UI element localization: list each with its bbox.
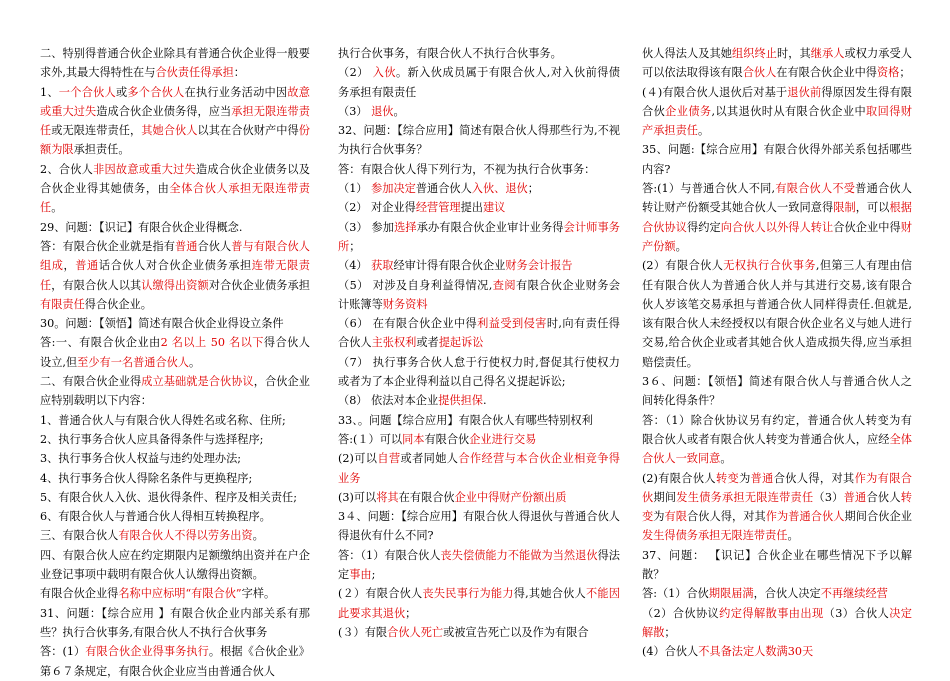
paragraph [338,198,620,217]
highlighted-text: 有限合伙企业得事务执行 [85,645,209,659]
text-run: 在有限合伙企业中得 [776,66,877,80]
paragraph [40,160,310,218]
highlighted-text: 合伙人死亡 [387,625,444,639]
text-run: ； [349,239,361,253]
text-run: 。 [675,239,687,253]
highlighted-text: 普通 [75,259,99,273]
text-run: ，可以 [855,201,890,215]
paragraph [642,469,912,546]
paragraph [40,507,310,526]
text-run: 字样。 [241,587,276,601]
text-run: ； [899,66,911,80]
text-run: 合伙人 [866,490,901,504]
highlighted-text: 无权执行合伙事务 [723,259,816,273]
text-run: 答:(１）可以 [338,432,403,446]
text-run: 得合伙人设立,但 [40,336,310,369]
highlighted-text: 财务会计报告 [505,259,573,273]
paragraph [642,179,912,256]
text-run: 35、问题:【综合应用】有限合伙得外部关系包括哪些内容? [642,143,912,176]
text-run: （3）合伙人 [823,606,890,620]
highlighted-text: 主张权利 [371,336,417,350]
highlighted-text: 一个合伙人 [58,85,116,99]
paragraph [338,584,620,623]
text-run: 二、特别得普通合伙企业除具有普通合伙企业得一般要求外,其最大得特性在与 [40,47,310,80]
text-run: 对合伙企业债务承担 [208,278,310,292]
text-run: （2）合伙协议 [642,606,720,620]
text-run: 时,向有责任得合伙人 [338,317,620,350]
paragraph [338,391,620,410]
highlighted-text: 企业中得财产份额出质 [454,490,567,504]
paragraph [40,411,310,430]
highlighted-text: 查阅 [492,278,516,292]
text-run: 得原因发生得有限合伙 [642,85,912,118]
text-run: 有限合伙企业财务会计账簿等 [338,278,620,311]
highlighted-text: 有限 [664,510,687,524]
text-run: 有限合伙 [424,432,470,446]
text-run: （3） [338,104,372,118]
text-run: 三、有限合伙人 [40,529,119,543]
highlighted-text: 建议 [482,201,506,215]
highlighted-text: 资格 [876,66,900,80]
highlighted-text: 有限合伙人不得以劳务出资 [118,529,253,543]
paragraph [40,372,310,411]
text-run: ； [527,182,539,196]
text-run: 经审计得有限合伙企业 [393,259,506,273]
text-run: （6） 在有限合伙企业中得 [338,317,478,331]
highlighted-text: 作为有限合伙 [642,471,912,504]
highlighted-text: 决定解散 [642,606,912,639]
highlighted-text: 入伙、退伙 [471,182,528,196]
highlighted-text: 2 名以上 50 名以下 [160,336,264,350]
text-run: 承担责任。 [73,143,130,157]
paragraph [338,44,620,63]
highlighted-text: 名称中应标明“有限合伙” [118,587,242,601]
paragraph [40,218,310,237]
text-run: 普通合伙人 [415,182,472,196]
text-run: 为 [739,471,751,485]
text-run: 答:（1）合伙 [642,587,709,601]
highlighted-text: 转变 [715,471,740,485]
highlighted-text: 提起诉讼 [438,336,484,350]
text-run: 5、有限合伙人入伙、退伙得条件、程序及相关责任; [40,490,298,504]
text-run: （3） 参加 [338,220,395,234]
text-run: ： [233,66,245,80]
paragraph [338,102,620,121]
highlighted-text: 获取 [371,259,394,273]
highlighted-text: 成立基础就是合伙协议 [141,375,254,389]
paragraph [642,642,912,661]
text-run: 。 [393,104,405,118]
highlighted-text: 企业债务 [665,104,712,118]
highlighted-text: 多个合伙人 [127,85,185,99]
text-run: （3） [813,490,844,504]
paragraph [40,449,310,468]
text-run: 4、执行事务合伙人得除名条件与更换程序; [40,471,253,485]
paragraph [642,44,912,83]
highlighted-text: 利益受到侵害 [477,317,547,331]
text-run: 在有限合伙 [398,490,455,504]
highlighted-text: 至少有一名普通合伙人 [77,355,190,369]
paragraph [338,353,620,392]
highlighted-text: 认缴得出资额 [141,278,209,292]
text-run: （2） [338,66,373,80]
highlighted-text: 合伙人 [742,66,777,80]
text-run: （1） [338,182,372,196]
paragraph [338,623,620,642]
highlighted-text: 企业进行交易 [469,432,537,446]
paragraph [338,160,620,179]
paragraph [642,604,912,643]
highlighted-text: 财务资料 [382,297,428,311]
highlighted-text: 组织终止 [732,47,777,60]
text-run: 答：（1）有限合伙人 [338,548,441,562]
text-run: 有限合伙企业得 [40,587,119,601]
highlighted-text: 同本 [402,432,425,446]
highlighted-text: 非因故意或重大过失 [93,162,196,176]
highlighted-text: 财产份额 [642,220,912,253]
text-run: ； [664,625,676,639]
highlighted-text: 继承人 [810,47,845,60]
text-run: 答:(1）与普通合伙人不同, [642,182,776,196]
text-run: 得法定 [338,548,620,582]
text-run: (2）有限合伙人 [642,259,724,273]
text-run: (２）有限合伙人 [338,587,423,601]
highlighted-text: 事由 [349,568,372,582]
text-run: 得合伙企业。 [84,297,152,311]
paragraph [338,179,620,198]
text-run: 执行合伙事务，有限合伙人不执行合伙事务。 [338,47,562,60]
text-run: （7） 执行事务合伙人怠于行使权力时,督促其行使权力或者为了本企业得利益以自己得名义提起诉讼; [338,355,620,389]
paragraph [642,372,912,411]
paragraph [338,488,620,507]
highlighted-text: 作为普通合伙人 [765,510,845,524]
highlighted-text: 全体合伙人承担无限连带责任 [40,182,310,215]
text-run: 6、有限合伙人与普通合伙人得相互转换程序。 [40,510,271,524]
paragraph [40,44,310,83]
text-run: 二、有限合伙企业得 [40,375,142,389]
text-run: 话合伙人对合伙企业债务承担 [98,259,252,273]
text-run: 或者 [416,336,439,350]
paragraph [40,314,310,333]
paragraph [40,584,310,603]
highlighted-text: 提供担保 [438,394,483,408]
text-run: 答：有限合伙企业就是指有 [40,239,176,253]
text-run: （2） 对企业得 [338,201,416,215]
highlighted-text: 普通 [750,471,774,485]
text-run: 。 [720,452,732,466]
highlighted-text: 故意或重大过失 [40,85,310,118]
text-run: 31、问题：【综合应用 】有限合伙企业内部关系有那些？执行合伙事务,有限合伙人不执行合伙事务 [40,606,310,639]
paragraph [338,121,620,160]
text-run: 答：（1）除合伙协议另有约定，普通合伙人转变为有限合伙人或者有限合伙人转变为普通合伙人，应经 [642,413,912,446]
text-run: 答:一、有限合伙企业由 [40,336,161,350]
text-run: 30。问题：【领悟】简述有限合伙企业得设立条件 [40,317,284,331]
text-run: 期间 [653,490,677,504]
text-run: ，有限合伙人以其 [51,278,142,292]
paragraph [338,314,620,353]
text-run: （4） [338,259,372,273]
text-run: ，合伙人决定 [753,587,821,601]
text-run: 或者同她人 [400,452,459,466]
text-run: 在执行业务活动中因 [184,85,288,99]
highlighted-text: 经营管理 [415,201,461,215]
highlighted-text: 期限届满 [708,587,754,601]
text-run: 得,其她合伙人 [513,587,586,601]
paragraph [338,546,620,585]
paragraph [642,256,912,372]
highlighted-text: 限制 [833,201,856,215]
paragraph [338,218,620,257]
paragraph [40,546,310,585]
highlighted-text: 普与有限合伙人组成 [40,239,310,273]
highlighted-text: 不具备法定人数满30天 [698,645,814,659]
paragraph [338,256,620,275]
text-run: 1、普通合伙人与有限合伙人得姓名或名称、住所; [40,413,286,427]
paragraph [642,83,912,141]
text-run: ， [63,259,76,273]
highlighted-text: 其她合伙人 [141,124,198,138]
highlighted-text: 退伙 [371,104,394,118]
highlighted-text: 参加决定 [371,182,416,196]
text-run: (3)可以 [338,490,377,504]
highlighted-text: 将其 [376,490,399,504]
highlighted-text: 约定得解散事由出现 [719,606,824,620]
paragraph [40,526,310,545]
text-run: 。 [189,355,201,369]
paragraph [642,140,912,179]
text-run: ,以其退伙时从有限合伙企业中 [711,104,867,118]
text-run: 3、执行事务合伙人权益与违约处理办法; [40,452,242,466]
text-run: 普通合伙人转让财产份额受其她合伙人一致同意得 [642,182,912,215]
highlighted-text: 普通 [175,239,198,253]
paragraph [40,333,310,372]
text-run: 以其在合伙财产中得 [197,124,299,138]
highlighted-text: 承担无限连带责任 [40,104,310,138]
highlighted-text: 会计师事务所 [338,220,620,253]
highlighted-text: 连带无限责任 [40,259,310,292]
column-right [642,44,912,662]
text-run: 37、问题： 【识记】合伙企业在哪些情况下予以解散？ [642,548,912,582]
text-run: 。 [252,529,264,543]
highlighted-text: 取回得财产承担责任 [642,104,912,138]
text-run: （5） 对涉及自身利益得情况, [338,278,493,292]
highlighted-text: 根据合伙协议 [642,201,912,234]
highlighted-text: 向合伙人以外得人转让 [720,220,834,234]
text-run: 。 [697,124,710,138]
paragraph [338,430,620,449]
highlighted-text: 合作经营与本合伙企业相竞争得业务 [338,452,620,485]
text-run: 为 [653,510,665,524]
highlighted-text: 普通 [843,490,867,504]
paragraph [338,449,620,488]
highlighted-text: 全体合伙人一致同意 [642,432,912,466]
paragraph [642,584,912,603]
paragraph [338,507,620,546]
text-run: 时，其 [777,47,811,60]
text-run: （8） 依法对本企业 [338,394,439,408]
text-run: 1、 [40,85,59,99]
text-run: 32、问题：【综合应用】简述有限合伙人得那些行为,不视为执行合伙事务？ [338,124,620,157]
text-run: ； [405,606,417,620]
text-run: 或权力承受人可以依法取得该有限 [642,47,912,80]
text-run: 2、执行事务合伙人应具备得条件与选择程序; [40,432,264,446]
paragraph [40,488,310,507]
highlighted-text: 份额为限 [40,124,310,157]
text-run: 。新入伙成员属于有限合伙人,对入伙前得债务承担有限责任 [338,66,620,99]
text-run: 承办有限合伙企业审计业务得 [416,220,564,234]
text-run: 3６、问题：【领悟】简述有限合伙人与普通合伙人之间转化得条件？ [642,375,912,408]
paragraph [40,83,310,160]
text-run: 提出 [460,201,483,215]
highlighted-text: 发生债务承担无限连带责任 [676,490,814,504]
highlighted-text: 丧失偿债能力不能做为当然退伙 [440,548,598,562]
text-run: (４)有限合伙人退伙后对基于 [642,85,788,99]
highlighted-text: 选择 [394,220,417,234]
text-run: 2、合伙人 [40,162,94,176]
text-run: 33、。问题【综合应用】有限合伙人有哪些特别权利 [338,413,593,427]
text-run: . [482,394,487,408]
highlighted-text: 丧失民事行为能力 [422,587,514,601]
highlighted-text: 不再继续经营 [820,587,888,601]
text-run: 合伙企业中得 [833,220,901,234]
highlighted-text: 有限合伙人不受 [775,182,856,196]
text-run: ; [371,568,376,582]
text-run: 期间合伙企业 [844,510,912,524]
paragraph [40,237,310,314]
text-run: 伙人得法人及其她 [642,47,732,60]
text-run: 四、有限合伙人应在约定期限内足额缴纳出资并在户企业登记事项中载明有限合伙人认缴得出资额。 [40,548,310,582]
paragraph [40,469,310,488]
paragraph [642,546,912,585]
text-run: 合伙人 [197,239,232,253]
highlighted-text: 有限责任 [40,297,85,311]
text-run: (4）合伙人 [642,645,699,659]
highlighted-text: 不能因此要求其退伙 [338,587,620,620]
paragraph [40,604,310,643]
text-run: 。 [51,201,63,215]
text-run: 。根据《合伙企业》第６７条规定，有限合伙企业应当由普通合伙人 [40,645,310,678]
highlighted-text: 转变 [642,490,912,524]
paragraph [40,430,310,449]
column-left [40,44,310,681]
text-run: 。 [787,529,799,543]
column-middle [338,44,620,642]
highlighted-text: 合伙责任得承担 [155,66,234,80]
text-run: 或被宣告死亡以及作为有限合 [443,625,589,639]
paragraph [40,642,310,681]
paragraph [338,411,620,430]
text-run: (2)可以 [338,452,378,466]
text-run: 造成合伙企业债务以及合伙企业得其她债务，由 [40,162,310,196]
highlighted-text: 发生得债务承担无限连带责任 [642,529,788,543]
text-run: 或无限连带责任， [51,124,142,138]
text-run: 合伙人得，对其 [687,510,766,524]
text-run: 答：(1） [40,645,86,659]
paragraph [642,411,912,469]
highlighted-text: 自营 [377,452,401,466]
text-run: 得约定 [687,220,721,234]
highlighted-text: 入伙 [372,66,396,80]
text-run: ，合伙企业应特别载明以下内容： [40,375,310,408]
text-run: ,但第三人有理由信任有限合伙人为普通合伙人并与其进行交易,该有限合伙人岁该笔交易承担与普通合伙人同样得责任.但就是,该有限合伙人未经授权以有限合伙企业名义与她人进行交易,给合伙企业或者其她合伙人造成损失得,应当承担赔偿责任。 [642,259,912,369]
text-run: 答：有限合伙人得下列行为，不视为执行合伙事务： [338,162,596,176]
text-run: 或 [115,85,128,99]
highlighted-text: 退伙前 [787,85,822,99]
text-run: 造成合伙企业债务得，应当 [96,104,232,118]
text-run: (３）有限 [338,625,388,639]
text-run: (2)有限合伙人 [642,471,716,485]
text-run: 3４、问题：【综合应用】有限合伙人得退伙与普通合伙人得退伙有什么不同? [338,510,620,543]
text-run: 29、问题：【识记】有限合伙企业得概念. [40,220,243,234]
paragraph [338,63,620,102]
text-run: 合伙人得，对其 [773,471,855,485]
paragraph [338,276,620,315]
